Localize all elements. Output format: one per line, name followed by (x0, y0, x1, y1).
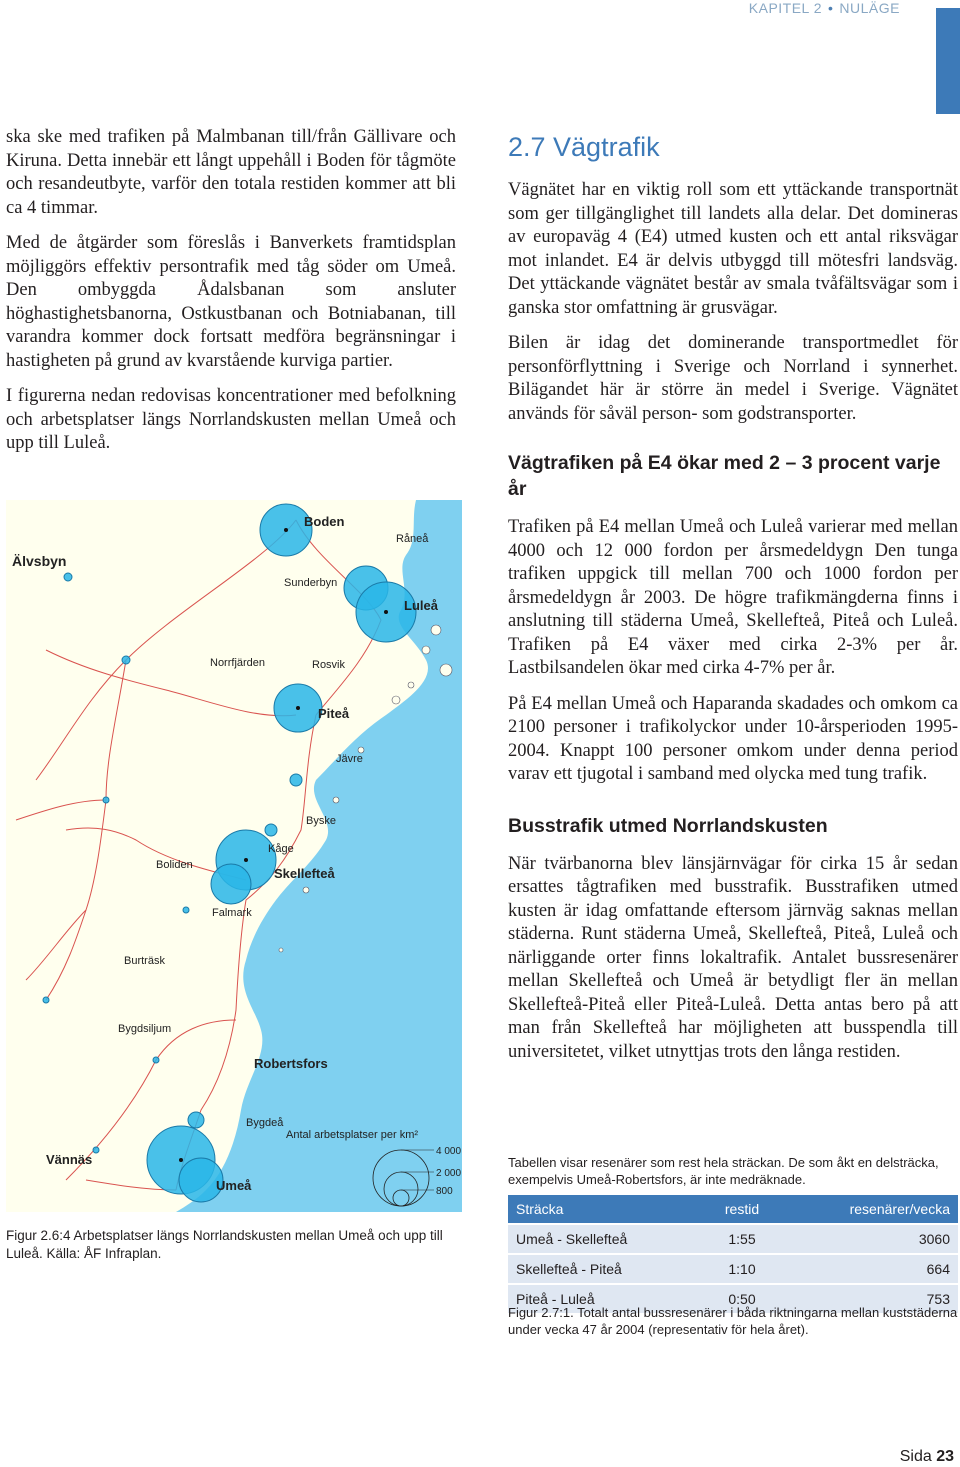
table-row (508, 1254, 958, 1284)
place-label: Sunderbyn (284, 577, 338, 589)
table-cell: Skellefteå - Piteå (508, 1254, 674, 1284)
place-label: Robertsfors (254, 1056, 328, 1071)
place-label: Bygdsiljum (118, 1023, 172, 1035)
chapter-tab (936, 8, 960, 114)
place-label: Boden (304, 514, 345, 529)
section-label: NULÄGE (839, 0, 900, 16)
table-header-row (508, 1195, 958, 1224)
place-label: Bygdeå (246, 1117, 284, 1129)
place-label: Piteå (318, 706, 350, 721)
column-header: restid (674, 1195, 810, 1224)
table-row (508, 1224, 958, 1254)
table-cell: 1:55 (674, 1224, 810, 1254)
body-paragraph: ska ske med trafiken på Malmbanan till/från Gällivare och Kiruna. Detta innebär ett långt uppehåll i Boden för tågmöte och resandeutbyte, varför den totala restiden kommer att bli ca 4 timmar. (6, 127, 456, 218)
table-cell: 664 (810, 1254, 958, 1284)
body-paragraph: Trafiken på E4 mellan Umeå och Luleå varierar med mellan 4000 och 12 000 fordon per årsmedeldygn Den tunga trafiken uppgick till mellan 700 och 1000 fordon per årsmedeldygn år 2003. De högre trafikmängderna finns i anslutning till städerna Umeå, Skellefteå, Piteå och Luleå. Trafiken på E4 växer med cirka 2-3% per år. Lastbilsandelen ökar med cirka 4-7% per år. (508, 517, 958, 678)
table-cell: 1:10 (674, 1254, 810, 1284)
body-paragraph: Med de åtgärder som föreslås i Banverkets framtidsplan möjliggörs effektiv persontrafik med tåg söder om Umeå. Den ombyggda Ådalsbanan som ansluter höghastighetsbanorna, Ostkustbanan och Botniabanan, till varandra kommer dock fortsatt medföra begränsningar i hastigheten på grund av kvarstående kurviga partier. (6, 233, 456, 371)
table-cell: 3060 (810, 1224, 958, 1254)
table-intro: Tabellen visar resenärer som rest hela sträckan. De som åkt en delsträcka, exempelvis Umeå-Robertsfors, är inte medräknade. (508, 1155, 939, 1187)
place-label: Jävre (336, 753, 363, 765)
place-label: Burträsk (124, 955, 165, 967)
place-label: Rosvik (312, 659, 346, 671)
place-label: Skellefteå (274, 866, 335, 881)
table-cell: 753 (810, 1284, 958, 1313)
place-label: Umeå (216, 1178, 252, 1193)
place-label: Vännäs (46, 1152, 93, 1167)
place-label: Älvsbyn (12, 553, 67, 569)
page-label: Sida (899, 1448, 932, 1465)
running-header (749, 0, 900, 16)
subheading: Vägtrafiken på E4 ökar med 2 – 3 procent varje år (508, 452, 941, 500)
separator-dot: • (828, 0, 834, 16)
place-label: Norrfjärden (210, 657, 266, 669)
place-label: Luleå (404, 598, 438, 613)
body-paragraph: Bilen är idag det dominerande transportmedlet för personförflyttning i Sverige och Norrland i synnerhet. Bilägandet här är större än medel i Sverige. Vägnätet används för såväl person- som godstransporter. (508, 333, 958, 424)
chapter-label: KAPITEL 2 (748, 0, 823, 16)
table-cell: Piteå - Luleå (508, 1284, 674, 1313)
column-header: resenärer/vecka (810, 1195, 958, 1224)
legend-title: Antal arbetsplatser per km² (286, 1129, 419, 1141)
legend-value: 800 (436, 1186, 453, 1197)
place-label: Boliden (156, 859, 193, 871)
page-number (900, 1448, 954, 1466)
workplace-map (6, 500, 462, 1212)
legend-value: 4 000 (436, 1146, 462, 1157)
column-header: Sträcka (508, 1195, 674, 1224)
left-column (6, 126, 456, 468)
table-cell: Umeå - Skellefteå (508, 1224, 674, 1254)
figure-caption: Figur 2.6:4 Arbetsplatser längs Norrlandskusten mellan Umeå och upp till Luleå. Källa: ÅF Infraplan. (6, 1228, 443, 1261)
bus-passenger-table (508, 1195, 958, 1313)
section-title: 2.7 Vägtrafik (508, 132, 660, 162)
body-paragraph: I figurerna nedan redovisas koncentrationer med befolkning och arbetsplatser längs Norrlandskusten mellan Umeå och upp till Luleå. (6, 386, 456, 453)
place-label: Kåge (268, 843, 294, 855)
place-label: Falmark (212, 907, 252, 919)
body-paragraph: När tvärbanorna blev länsjärnvägar för cirka 15 år sedan ersattes tågtrafiken med busstrafik. Busstrafiken utmed kusten är idag omfattande eftersom järnväg saknas mellan städerna. Runt städerna Umeå, Skellefteå, Piteå, Luleå och närliggande orter finns lokaltrafik. Antalet bussresenärer mellan Skellefteå och Umeå är betydligt fler än mellan Skellefteå-Piteå eller Piteå-Luleå. Detta antas bero på att man från Skellefteå har möjligheten att busspendla till universitetet, vilket utnyttjas trots den långa restiden. (508, 853, 958, 1062)
page-number-value: 23 (936, 1448, 954, 1465)
legend-value: 2 000 (436, 1168, 462, 1179)
place-label: Byske (306, 815, 336, 827)
table-caption: Figur 2.7:1. Totalt antal bussresenärer i båda riktningarna mellan kuststäderna under vecka 47 år 2004 (representativ för hela året). (508, 1305, 958, 1337)
place-label: Råneå (396, 533, 429, 545)
subheading: Busstrafik utmed Norrlandskusten (508, 814, 828, 837)
right-column (508, 126, 958, 1076)
body-paragraph: På E4 mellan Umeå och Haparanda skadades och omkom ca 2100 personer i trafikolyckor under 10-årsperioden 1995-2004. Knappt 100 personer omkom under denna period varav ett tjugotal i samband med olycka med tung trafik. (508, 693, 958, 784)
table-cell: 0:50 (674, 1284, 810, 1313)
body-paragraph: Vägnätet har en viktig roll som ett yttäckande transportnät som ger tillgänglighet till landets alla delar. Det domineras av europaväg 4 (E4) utmed kusten och ett antal riksvägar mot inlandet. E4 är delvis utbyggd till mötesfri landsväg. Det yttäckande vägnätet består av smala tvåfältsvägar som i ganska stor omfattning är grusvägar. (508, 180, 958, 318)
